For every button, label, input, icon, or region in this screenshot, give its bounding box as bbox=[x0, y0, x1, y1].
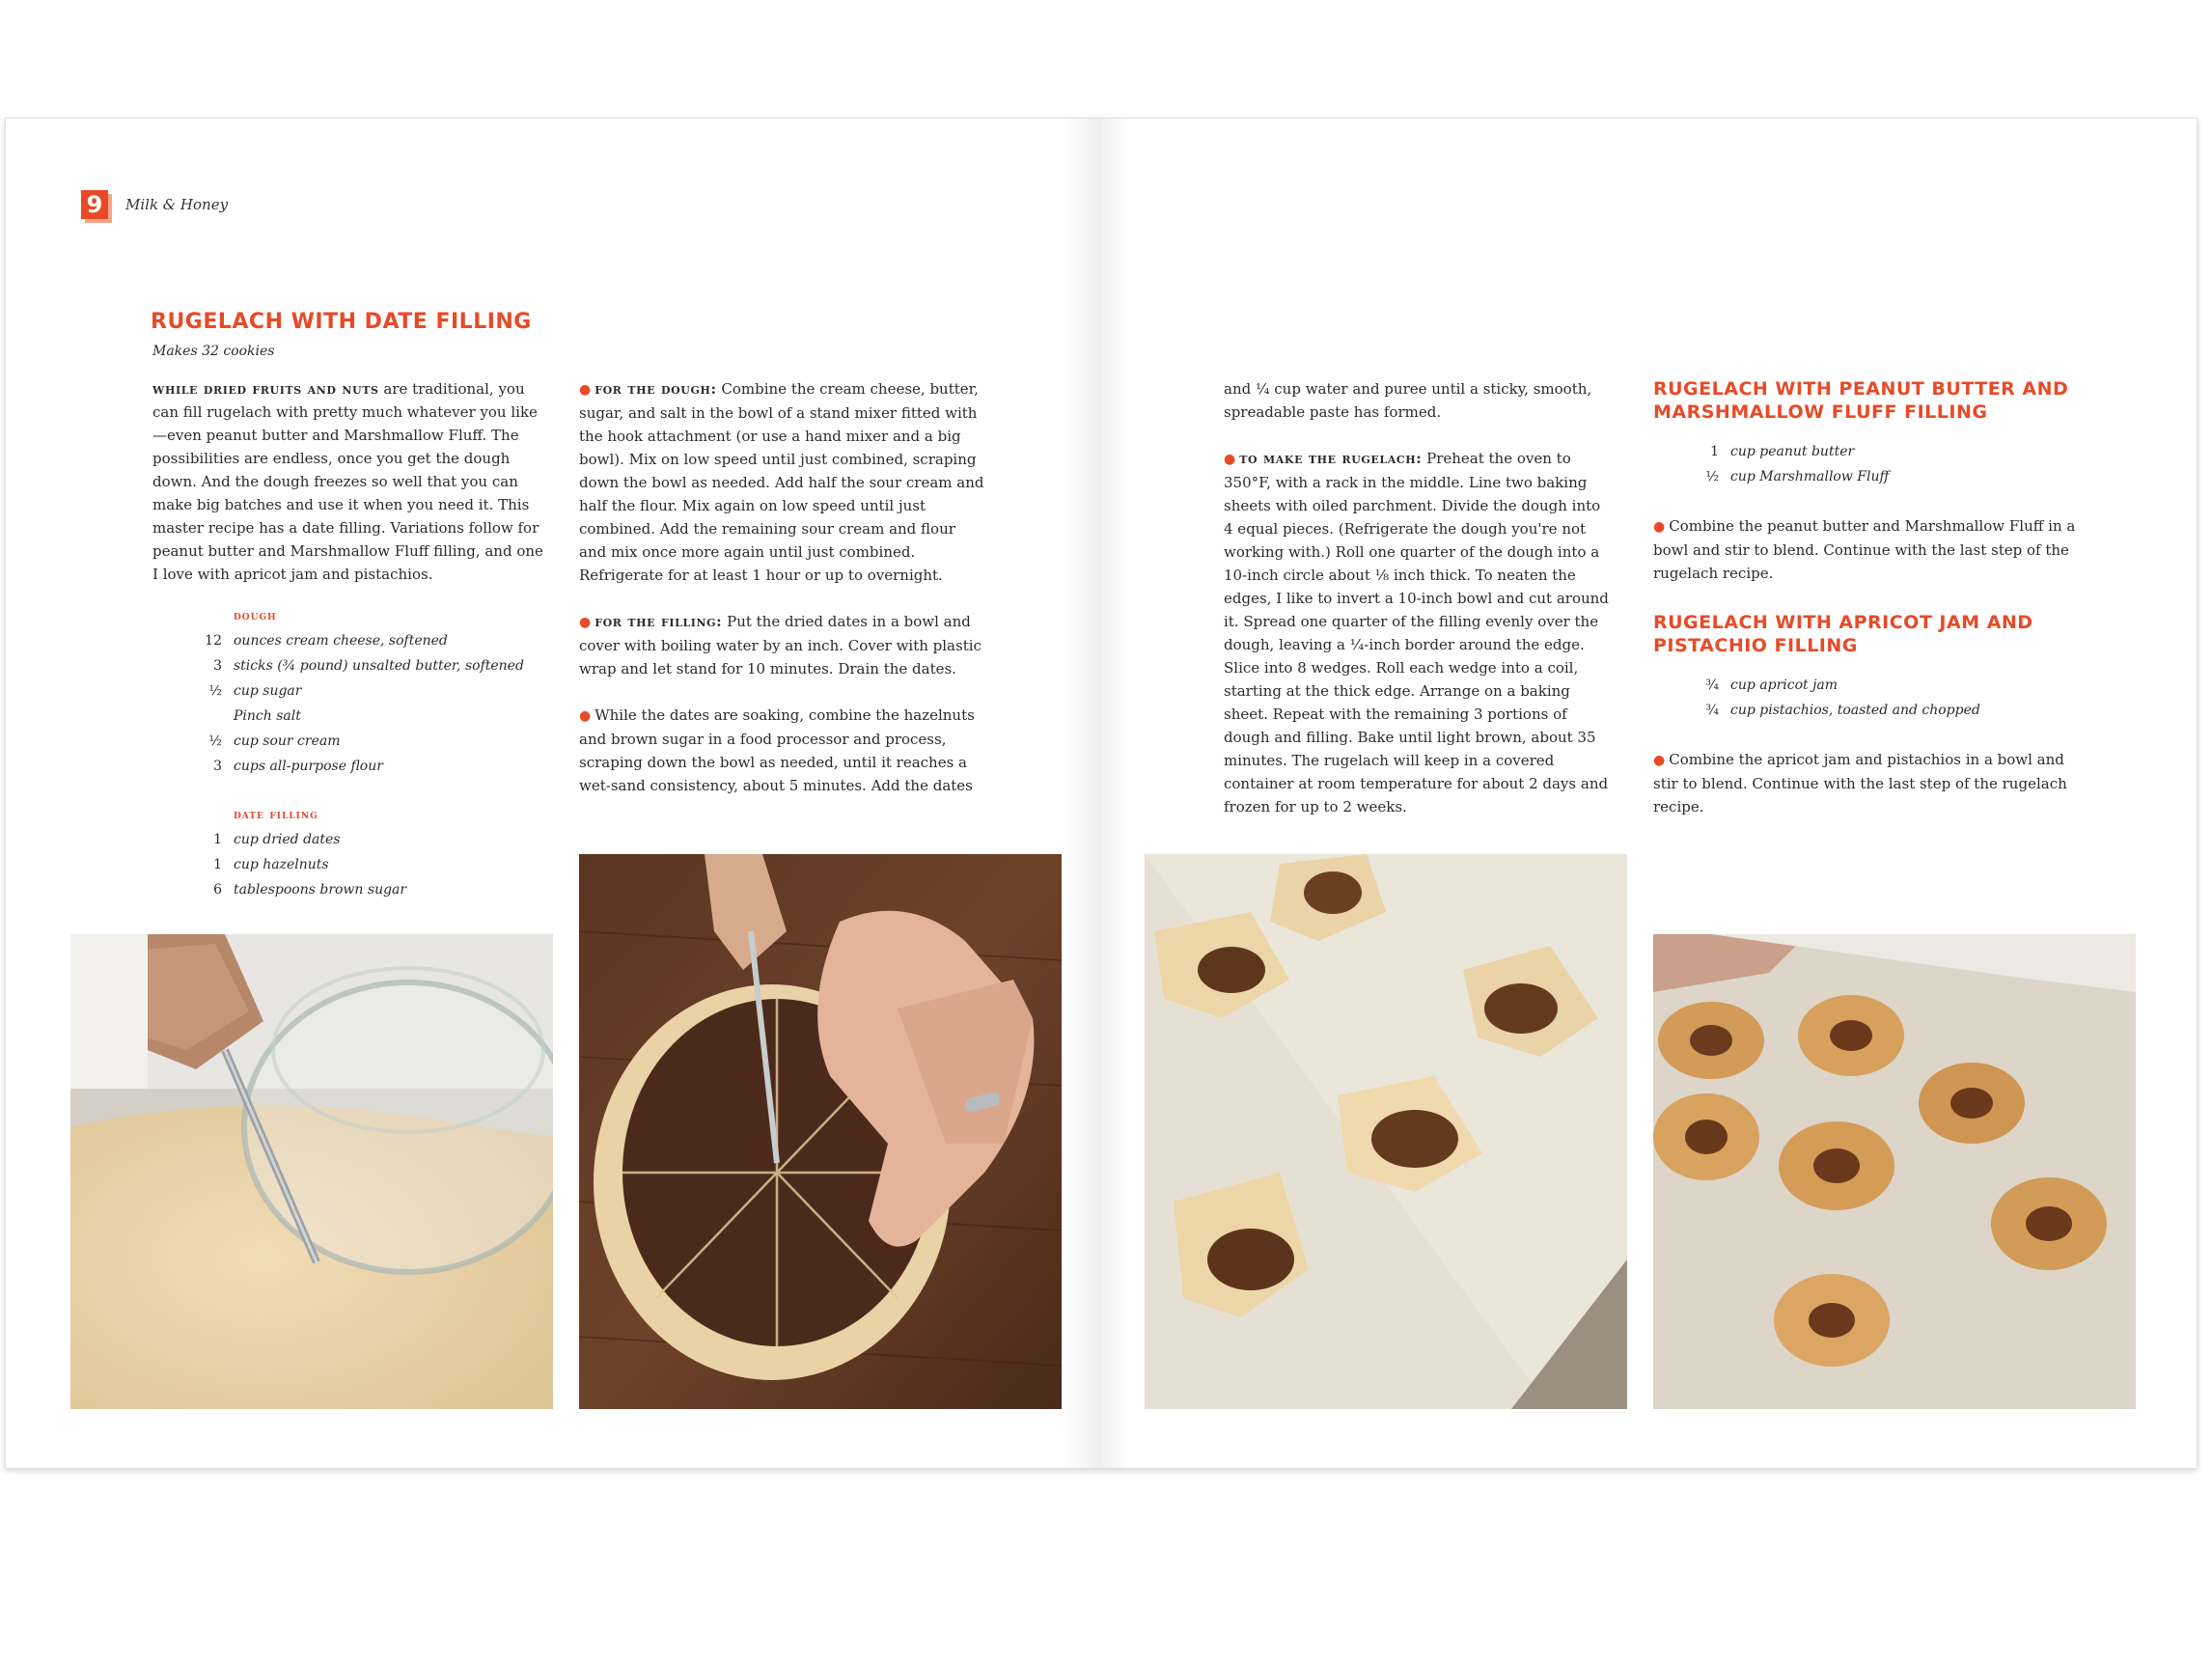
gutter-shadow bbox=[1063, 119, 1101, 1468]
folio bbox=[81, 190, 228, 219]
bullet-icon: ● bbox=[1224, 452, 1236, 467]
intro-paragraph bbox=[152, 377, 543, 586]
intro-lead: while dried fruits and nuts bbox=[152, 380, 379, 398]
method-column-2 bbox=[1224, 377, 1610, 842]
chapter-number-badge: 9 bbox=[81, 190, 108, 219]
pb-ingredient-list bbox=[1692, 439, 1889, 489]
photo-unbaked-rugelach bbox=[1145, 854, 1627, 1409]
running-head: Milk & Honey bbox=[125, 196, 229, 213]
ingredient-row: ¾ cup apricot jam bbox=[1705, 677, 1839, 693]
step-dough: ● for the dough: Combine the cream cheese, butter, sugar, and salt in the bowl of a stand mixer fitted with the hook attachment (or use a hand mixer and a big bowl). Mix on low speed until just combined, scraping down the bowl as needed. Add half the sour cream and half the flour. Mix again on low speed until just combined. Add the remaining sour cream and flour and mix once more again until just combined. Refrigerate for at least 1 hour or up to overnight. bbox=[579, 380, 984, 584]
variation-pb-method: ● Combine the peanut butter and Marshmallow Fluff in a bowl and stir to blend. Continue with the last step of the rugelach recipe. bbox=[1653, 517, 2076, 582]
variation-pb-title: RUGELACH WITH PEANUT BUTTER AND MARSHMALLOW FLUFF FILLING bbox=[1653, 378, 2069, 423]
recipe-yield: Makes 32 cookies bbox=[152, 344, 275, 359]
photo-baked-rugelach bbox=[1653, 934, 2136, 1409]
book-spread bbox=[5, 118, 2198, 1469]
ingredient-row: 1 cup hazelnuts bbox=[213, 857, 329, 872]
photo-cutting-dough-circle bbox=[70, 934, 553, 1409]
bullet-icon: ● bbox=[579, 615, 592, 630]
ingredient-row: ½ cup Marshmallow Fluff bbox=[1705, 469, 1890, 484]
method-column-1 bbox=[579, 377, 984, 820]
date-filling-ingredient-list bbox=[195, 827, 406, 902]
bullet-icon: ● bbox=[1653, 753, 1666, 768]
ingredient-row: ¾ cup pistachios, toasted and chopped bbox=[1705, 703, 1980, 718]
bullet-icon: ● bbox=[1653, 519, 1666, 535]
variation-apricot-method: ● Combine the apricot jam and pistachios in a bowl and stir to blend. Continue with the last step of the rugelach recipe. bbox=[1653, 751, 2067, 816]
ingredient-row: Pinch salt bbox=[234, 708, 301, 724]
ingredient-row: 1 cup peanut butter bbox=[1710, 444, 1855, 459]
left-page bbox=[6, 119, 1101, 1468]
apricot-ingredient-list bbox=[1692, 673, 1980, 723]
dough-heading: dough bbox=[234, 609, 277, 623]
ingredient-row: 12 ounces cream cheese, softened bbox=[205, 633, 448, 649]
ingredient-row: 6 tablespoons brown sugar bbox=[213, 882, 407, 898]
date-filling-heading: date filling bbox=[234, 808, 318, 822]
step-puree: and ¼ cup water and puree until a sticky, smooth, spreadable paste has formed. bbox=[1224, 380, 1592, 421]
ingredient-row: 3 cups all-purpose flour bbox=[213, 759, 383, 774]
intro-text: are traditional, you can fill rugelach with pretty much whatever you like—even peanut butter and Marshmallow Fluff. The possibilities are endless, once you get the dough down. And the dough freezes so well that you can make big batches and use it when you need it. This master recipe has a date filling. Variations follow for peanut butter and Marshmallow Fluff filling, and one I love with apricot jam and pistachios. bbox=[152, 380, 543, 583]
recipe-title: RUGELACH WITH DATE FILLING bbox=[151, 310, 532, 334]
right-page bbox=[1101, 119, 2197, 1468]
gutter-shadow bbox=[1101, 119, 1130, 1468]
bullet-icon: ● bbox=[579, 708, 592, 724]
variation-apricot-title: RUGELACH WITH APRICOT JAM AND PISTACHIO FILLING bbox=[1653, 612, 2033, 656]
ingredient-row: ½ cup sour cream bbox=[208, 733, 341, 749]
photo-slicing-wedges bbox=[579, 854, 1062, 1409]
step-filling: ● for the filling: Put the dried dates in a bowl and cover with boiling water by an inch. Cover with plastic wrap and let stand for 10 minutes. Drain the dates. bbox=[579, 613, 982, 677]
ingredient-row: 1 cup dried dates bbox=[213, 832, 341, 847]
step-make-rugelach: ● to make the rugelach: Preheat the oven to 350°F, with a rack in the middle. Line two baking sheets with oiled parchment. Divide the dough into 4 equal pieces. (Refrigerate the dough you're not working with.) Roll one quarter of the dough into a 10-inch circle about ⅛ inch thick. To neaten the edges, I like to invert a 10-inch bowl and cut around it. Spread one quarter of the filling evenly over the dough, leaving a ¼-inch border around the edge. Slice into 8 wedges. Roll each wedge into a coil, starting at the thick edge. Arrange on a baking sheet. Repeat with the remaining 3 portions of dough and filling. Bake until light brown, about 35 minutes. The rugelach will keep in a covered container at room temperature for about 2 days and frozen for up to 2 weeks. bbox=[1224, 450, 1609, 816]
step-soak: ● While the dates are soaking, combine the hazelnuts and brown sugar in a food processor and process, scraping down the bowl as needed, until it reaches a wet-sand consistency, about 5 minutes. Add the dates bbox=[579, 706, 975, 794]
ingredient-row: ½ cup sugar bbox=[208, 683, 302, 699]
intro-column bbox=[152, 377, 543, 609]
dough-ingredient-list bbox=[195, 628, 524, 779]
ingredient-row: 3 sticks (¾ pound) unsalted butter, softened bbox=[213, 658, 524, 674]
bullet-icon: ● bbox=[579, 382, 592, 398]
